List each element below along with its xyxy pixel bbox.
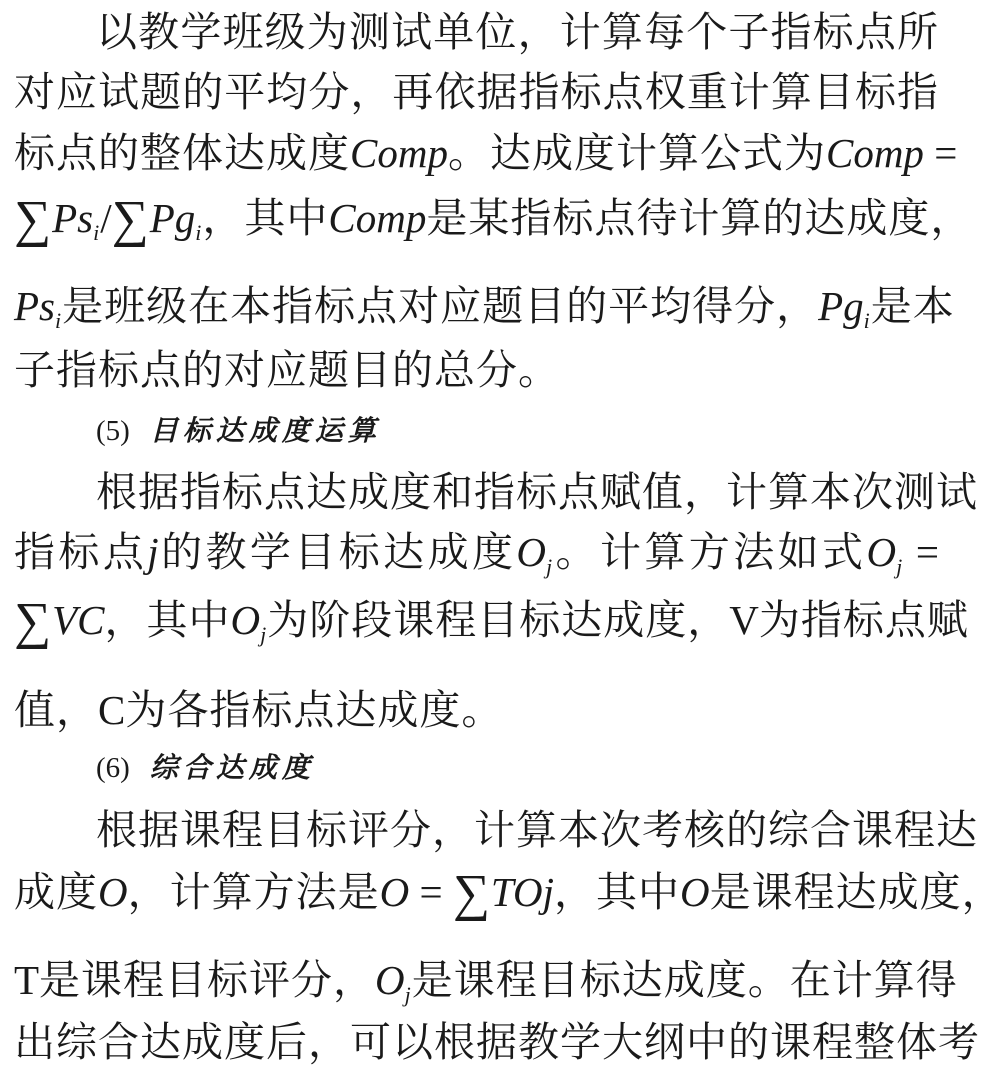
paragraph-3-line-4: 出综合达成度后，可以根据教学大纲中的课程整体考	[14, 1018, 980, 1066]
paragraph-3-line-1: 根据课程目标评分，计算本次考核的综合课程达	[96, 806, 978, 854]
paragraph-2-line-2: 指标点j的教学目标达成度$O_j$。计算方法如式$O_j$ =	[14, 528, 940, 579]
paragraph-3-line-3: T是课程目标评分，$O_j$是课程目标达成度。在计算得	[14, 956, 958, 1007]
paragraph-1-line-1: 以教学班级为测试单位，计算每个子指标点所	[96, 8, 939, 56]
sum-symbol: ∑	[111, 191, 150, 248]
section-number: (5)	[96, 415, 130, 447]
paragraph-1-line-2: 对应试题的平均分，再依据指标点权重计算目标指	[14, 68, 939, 116]
section-number: (6)	[96, 752, 130, 784]
paragraph-2-line-1: 根据指标点达成度和指标点赋值，计算本次测试	[96, 468, 978, 516]
section-heading-5	[96, 408, 381, 454]
sum-symbol: ∑	[452, 865, 491, 922]
section-title: 目标达成度运算	[149, 414, 381, 447]
sum-symbol: ∑	[14, 593, 53, 650]
var-comp: Comp	[350, 130, 448, 176]
sum-symbol: ∑	[14, 191, 53, 248]
paragraph-1-line-6: 子指标点的对应题目的总分。	[14, 346, 560, 394]
paragraph-1-line-3: 标点的整体达成度Comp。达成度计算公式为Comp =	[14, 129, 958, 177]
paragraph-3-line-2: 成度O，计算方法是O = ∑TOj，其中O是课程达成度，	[14, 865, 1004, 922]
paragraph-1-line-4: $\sum Ps_i/\sum Pg_i$，其中Comp是某指标点待计算的达成度，	[14, 191, 973, 248]
paragraph-2-line-3: ∑VC，其中$O_j$为阶段课程目标达成度，V为指标点赋	[14, 593, 969, 650]
paragraph-1-line-5: $Ps_i$是班级在本指标点对应题目的平均得分，$Pg_i$是本	[14, 282, 955, 333]
paragraph-2-line-4: 值，C为各指标点达成度。	[14, 686, 504, 734]
var-comp: Comp	[825, 130, 924, 176]
section-title: 综合达成度	[149, 751, 315, 784]
section-heading-6	[96, 745, 315, 791]
